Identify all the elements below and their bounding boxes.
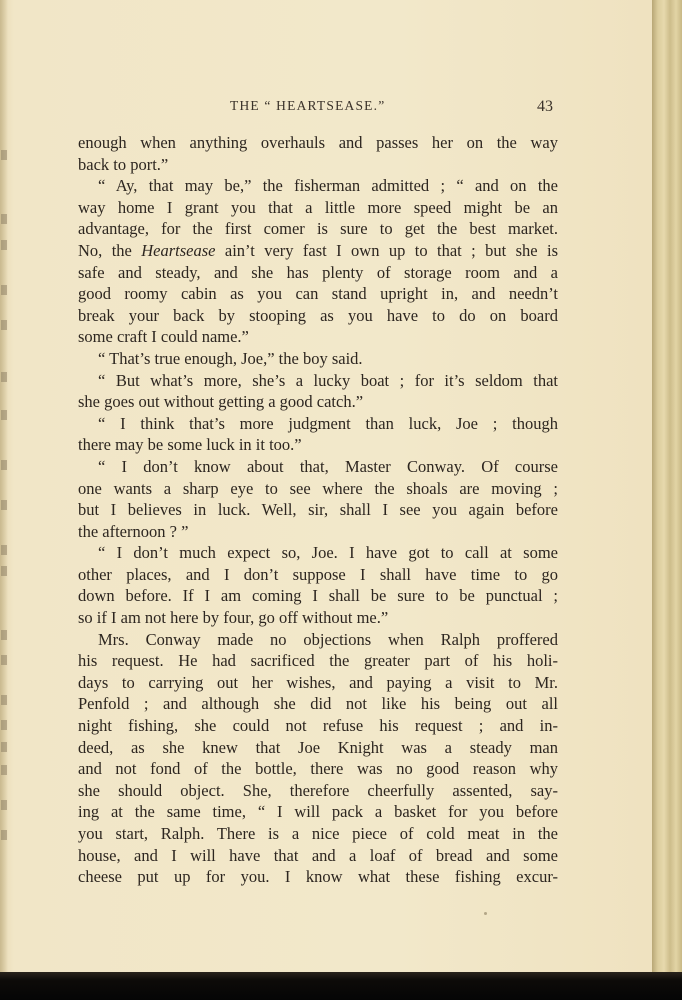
text-line: way home I grant you that a little more speed might be an bbox=[78, 197, 558, 217]
text-line: one wants a sharp eye to see where the shoals are moving ; bbox=[78, 478, 558, 498]
bleed-mark bbox=[1, 742, 7, 752]
text-line: and not fond of the bottle, there was no good reason why bbox=[78, 759, 558, 779]
page-header bbox=[0, 96, 652, 120]
text-line: “ I think that’s more judgment than luck, Joe ; though bbox=[98, 413, 558, 433]
bleed-mark bbox=[1, 150, 7, 160]
bleed-mark bbox=[1, 285, 7, 295]
text-line: “ Ay, that may be,” the fisherman admitted ; “ and on the bbox=[98, 176, 558, 196]
text-line: she should object. She, therefore cheerfully assented, say- bbox=[78, 780, 558, 800]
bleed-mark bbox=[1, 410, 7, 420]
text-line: some craft I could name.” bbox=[78, 327, 249, 347]
text-line: so if I am not here by four, go off without me.” bbox=[78, 608, 389, 628]
bleed-mark bbox=[1, 214, 7, 224]
text-line: good roomy cabin as you can stand upright in, and needn’t bbox=[78, 284, 558, 304]
text-line bbox=[78, 240, 558, 262]
running-title: THE “ HEARTSEASE.” bbox=[230, 98, 386, 113]
bleed-mark bbox=[1, 765, 7, 775]
text-line: days to carrying out her wishes, and paying a visit to Mr. bbox=[78, 672, 558, 692]
margin-bleed-marks bbox=[0, 0, 12, 972]
text-line: you start, Ralph. There is a nice piece of cold meat in the bbox=[78, 824, 558, 843]
text-line: deed, as she knew that Joe Knight was a steady man bbox=[78, 737, 558, 757]
scan-bottom-border bbox=[0, 972, 682, 1000]
page-number: 43 bbox=[537, 98, 553, 115]
text-line: ing at the same time, “ I will pack a basket for you before bbox=[78, 802, 558, 822]
boat-name: Heartsease bbox=[141, 240, 216, 260]
bleed-mark bbox=[1, 460, 7, 470]
text-line: but I believes in luck. Well, sir, shall I see you again before bbox=[78, 500, 558, 520]
bleed-mark bbox=[1, 630, 7, 640]
bleed-mark bbox=[1, 320, 7, 330]
text-line: safe and steady, and she has plenty of storage room and a bbox=[78, 262, 558, 282]
text-segment: ain’t very fast I own up to that ; but she is bbox=[215, 240, 558, 260]
text-line: Mrs. Conway made no objections when Ralph proffered bbox=[98, 629, 558, 649]
text-line: his request. He had sacrificed the greater part of his holi- bbox=[78, 651, 558, 671]
bleed-mark bbox=[1, 695, 7, 705]
body-text bbox=[78, 132, 558, 888]
bleed-mark bbox=[1, 655, 7, 665]
text-line: the afternoon ? ” bbox=[78, 521, 189, 541]
text-line: down before. If I am coming I shall be sure to be punctual ; bbox=[78, 586, 558, 606]
paper-speck bbox=[484, 912, 487, 915]
text-line: she goes out without getting a good catch.” bbox=[78, 392, 364, 412]
text-line: cheese put up for you. I know what these fishing excur- bbox=[78, 867, 558, 887]
text-line: house, and I will have that and a loaf of bread and some bbox=[78, 845, 558, 865]
text-line: Penfold ; and although she did not like his being out all bbox=[78, 694, 558, 714]
bleed-mark bbox=[1, 500, 7, 510]
text-line: “ But what’s more, she’s a lucky boat ; for it’s seldom that bbox=[98, 370, 558, 390]
bleed-mark bbox=[1, 830, 7, 840]
bleed-mark bbox=[1, 800, 7, 810]
text-line: night fishing, she could not refuse his request ; and in- bbox=[78, 716, 558, 736]
text-line: back to port.” bbox=[78, 154, 169, 174]
bleed-mark bbox=[1, 240, 7, 250]
text-line: other places, and I don’t suppose I shall have time to go bbox=[78, 564, 558, 584]
bleed-mark bbox=[1, 545, 7, 555]
text-line: advantage, for the first comer is sure to get the best market. bbox=[78, 219, 558, 239]
text-line: “ That’s true enough, Joe,” the boy said. bbox=[98, 348, 363, 368]
bleed-mark bbox=[1, 372, 7, 382]
text-line: enough when anything overhauls and passes her on the way bbox=[78, 133, 558, 152]
bleed-mark bbox=[1, 566, 7, 576]
text-segment: No, the bbox=[78, 240, 142, 260]
text-line: break your back by stooping as you have to do on board bbox=[78, 305, 558, 325]
text-line: there may be some luck in it too.” bbox=[78, 435, 302, 455]
text-line: “ I don’t much expect so, Joe. I have got to call at some bbox=[98, 543, 558, 563]
text-line: “ I don’t know about that, Master Conway. Of course bbox=[98, 456, 558, 476]
page-edge-stack bbox=[652, 0, 682, 1000]
bleed-mark bbox=[1, 720, 7, 730]
